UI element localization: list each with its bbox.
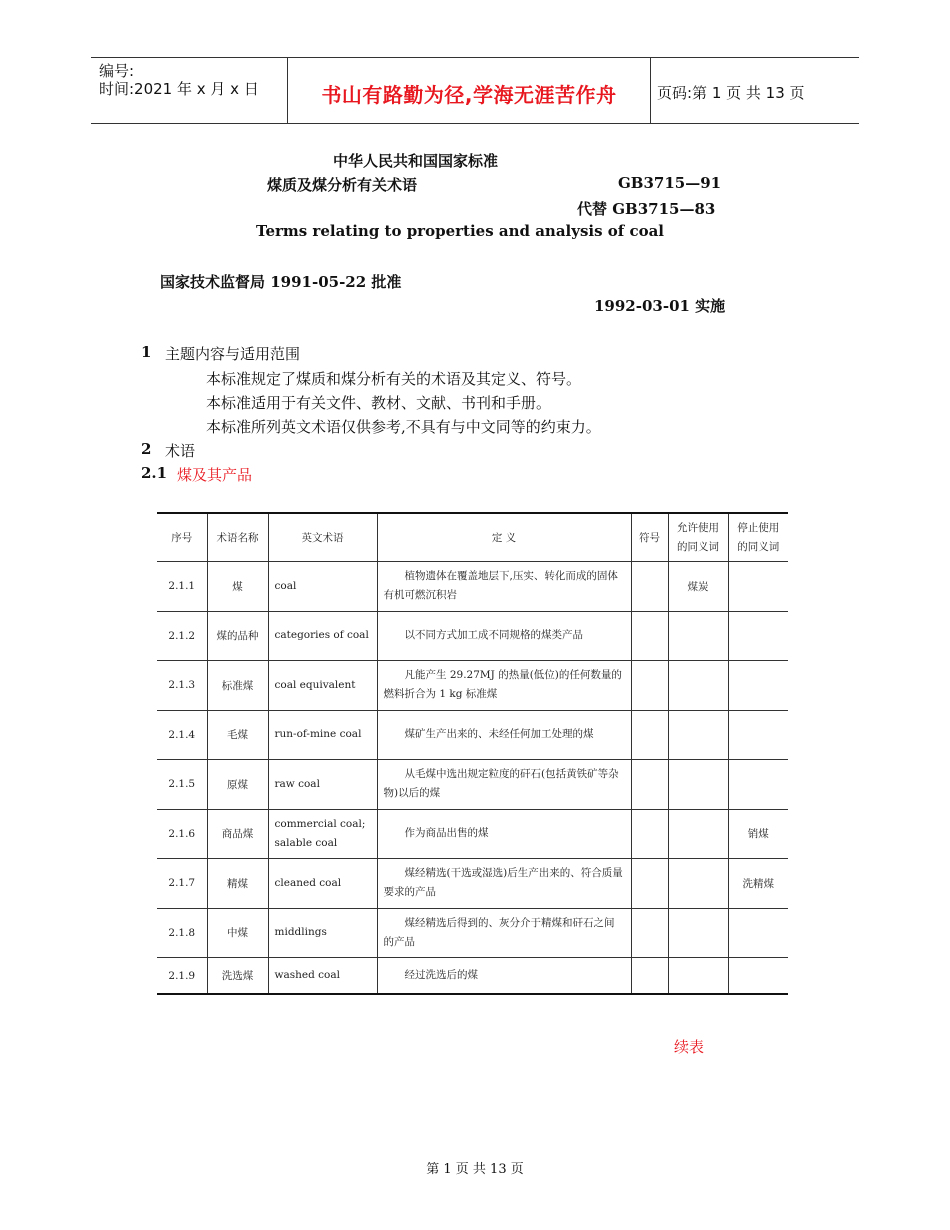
term-name: 洗选煤 bbox=[207, 958, 268, 995]
term-english: coal equivalent bbox=[268, 661, 377, 711]
term-number: 2.1.6 bbox=[157, 809, 207, 859]
term-symbol bbox=[631, 661, 668, 711]
section-1-title: 主题内容与适用范围 bbox=[165, 345, 301, 363]
term-name: 中煤 bbox=[207, 908, 268, 958]
table-row bbox=[157, 859, 788, 909]
term-english: coal bbox=[268, 562, 377, 612]
table-row bbox=[157, 661, 788, 711]
term-deprecated-synonym: 销煤 bbox=[728, 809, 788, 859]
term-allowed-synonym bbox=[668, 710, 728, 760]
term-name: 煤 bbox=[207, 562, 268, 612]
term-deprecated-synonym bbox=[728, 958, 788, 995]
column-header-definition: 定 义 bbox=[377, 513, 631, 562]
column-header-symbol: 符号 bbox=[631, 513, 668, 562]
standard-heading: 中华人民共和国国家标准 bbox=[333, 152, 499, 170]
section-2-number: 2 bbox=[141, 440, 152, 458]
subsection-title: 煤及其产品 bbox=[177, 466, 253, 484]
term-deprecated-synonym: 洗精煤 bbox=[728, 859, 788, 909]
document-time-label: 时间:2021 年 x 月 x 日 bbox=[99, 80, 259, 98]
table-row bbox=[157, 760, 788, 810]
term-allowed-synonym bbox=[668, 661, 728, 711]
column-header-deprecated-synonym: 停止使用的同义词 bbox=[728, 513, 788, 562]
term-allowed-synonym bbox=[668, 908, 728, 958]
term-number: 2.1.9 bbox=[157, 958, 207, 995]
header-motto: 书山有路勤为径,学海无涯苦作舟 bbox=[321, 83, 617, 107]
term-allowed-synonym bbox=[668, 611, 728, 661]
term-symbol bbox=[631, 760, 668, 810]
column-header-term: 术语名称 bbox=[207, 513, 268, 562]
header-page-number: 页码:第 1 页 共 13 页 bbox=[657, 84, 805, 102]
term-name: 商品煤 bbox=[207, 809, 268, 859]
term-name: 煤的品种 bbox=[207, 611, 268, 661]
term-symbol bbox=[631, 908, 668, 958]
term-allowed-synonym: 煤炭 bbox=[668, 562, 728, 612]
document-number-label: 编号: bbox=[99, 62, 135, 80]
table-row bbox=[157, 611, 788, 661]
term-number: 2.1.3 bbox=[157, 661, 207, 711]
header-left-cell bbox=[91, 58, 287, 123]
column-header-number: 序号 bbox=[157, 513, 207, 562]
term-definition: 以不同方式加工成不同规格的煤类产品 bbox=[377, 611, 631, 661]
term-allowed-synonym bbox=[668, 809, 728, 859]
term-english: categories of coal bbox=[268, 611, 377, 661]
term-symbol bbox=[631, 611, 668, 661]
term-symbol bbox=[631, 958, 668, 995]
term-english: raw coal bbox=[268, 760, 377, 810]
table-row bbox=[157, 809, 788, 859]
document-title: 煤质及煤分析有关术语 bbox=[267, 176, 418, 194]
table-header-row bbox=[157, 513, 788, 562]
term-deprecated-synonym bbox=[728, 661, 788, 711]
term-number: 2.1.2 bbox=[157, 611, 207, 661]
term-definition: 经过洗选后的煤 bbox=[377, 958, 631, 995]
terms-table bbox=[157, 512, 788, 995]
term-symbol bbox=[631, 859, 668, 909]
term-symbol bbox=[631, 809, 668, 859]
section-1-number: 1 bbox=[141, 343, 152, 361]
subsection-number: 2.1 bbox=[141, 464, 168, 482]
term-definition: 煤经精选后得到的、灰分介于精煤和矸石之间的产品 bbox=[377, 908, 631, 958]
term-definition: 作为商品出售的煤 bbox=[377, 809, 631, 859]
term-name: 标准煤 bbox=[207, 661, 268, 711]
term-number: 2.1.5 bbox=[157, 760, 207, 810]
term-english: washed coal bbox=[268, 958, 377, 995]
table-continued-label: 续表 bbox=[674, 1038, 705, 1056]
term-symbol bbox=[631, 562, 668, 612]
page-header bbox=[91, 57, 859, 124]
term-definition: 煤矿生产出来的、未经任何加工处理的煤 bbox=[377, 710, 631, 760]
term-allowed-synonym bbox=[668, 760, 728, 810]
approval-line: 国家技术监督局 1991-05-22 批准 bbox=[160, 273, 402, 291]
term-english: run-of-mine coal bbox=[268, 710, 377, 760]
term-deprecated-synonym bbox=[728, 562, 788, 612]
term-deprecated-synonym bbox=[728, 611, 788, 661]
term-name: 毛煤 bbox=[207, 710, 268, 760]
term-english: middlings bbox=[268, 908, 377, 958]
header-motto-cell bbox=[287, 58, 651, 123]
term-symbol bbox=[631, 710, 668, 760]
term-definition: 植物遗体在覆盖地层下,压实、转化而成的固体有机可燃沉积岩 bbox=[377, 562, 631, 612]
term-name: 精煤 bbox=[207, 859, 268, 909]
header-page-cell bbox=[649, 58, 859, 123]
section-1-paragraph: 本标准规定了煤质和煤分析有关的术语及其定义、符号。 bbox=[206, 370, 582, 388]
term-number: 2.1.4 bbox=[157, 710, 207, 760]
section-1-paragraph: 本标准适用于有关文件、教材、文献、书刊和手册。 bbox=[206, 394, 552, 412]
term-number: 2.1.8 bbox=[157, 908, 207, 958]
term-deprecated-synonym bbox=[728, 908, 788, 958]
term-english: commercial coal; salable coal bbox=[268, 809, 377, 859]
term-number: 2.1.7 bbox=[157, 859, 207, 909]
replaced-standard: 代替 GB3715—83 bbox=[577, 200, 716, 218]
english-title: Terms relating to properties and analysis of coal bbox=[256, 222, 664, 240]
column-header-english: 英文术语 bbox=[268, 513, 377, 562]
term-definition: 从毛煤中选出规定粒度的矸石(包括黄铁矿等杂物)以后的煤 bbox=[377, 760, 631, 810]
table-row bbox=[157, 710, 788, 760]
term-allowed-synonym bbox=[668, 958, 728, 995]
page-footer: 第 1 页 共 13 页 bbox=[426, 1162, 524, 1177]
standard-code: GB3715—91 bbox=[618, 174, 722, 192]
term-english: cleaned coal bbox=[268, 859, 377, 909]
table-row bbox=[157, 562, 788, 612]
table-row bbox=[157, 908, 788, 958]
term-number: 2.1.1 bbox=[157, 562, 207, 612]
section-2-title: 术语 bbox=[165, 442, 196, 460]
term-definition: 凡能产生 29.27MJ 的热量(低位)的任何数量的燃料折合为 1 kg 标准煤 bbox=[377, 661, 631, 711]
section-1-paragraph: 本标准所列英文术语仅供参考,不具有与中文同等的约束力。 bbox=[206, 418, 601, 436]
column-header-allowed-synonym: 允许使用的同义词 bbox=[668, 513, 728, 562]
term-deprecated-synonym bbox=[728, 760, 788, 810]
term-allowed-synonym bbox=[668, 859, 728, 909]
term-deprecated-synonym bbox=[728, 710, 788, 760]
term-definition: 煤经精选(干选或湿选)后生产出来的、符合质量要求的产品 bbox=[377, 859, 631, 909]
table-row bbox=[157, 958, 788, 995]
term-name: 原煤 bbox=[207, 760, 268, 810]
implementation-date: 1992-03-01 实施 bbox=[594, 297, 726, 315]
